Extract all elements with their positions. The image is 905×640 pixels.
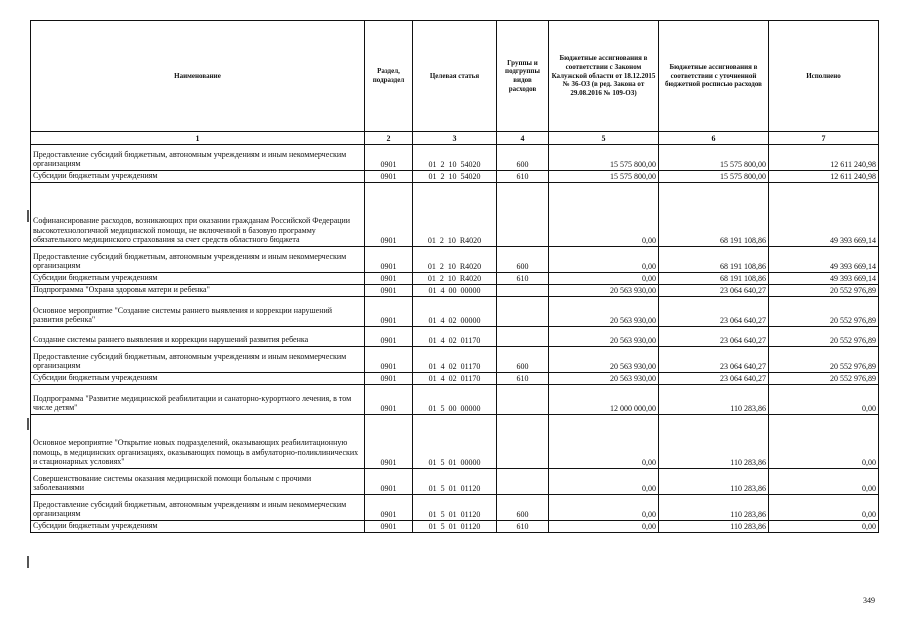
row-law-allocation: 0,00 bbox=[549, 521, 659, 533]
column-number: 6 bbox=[659, 132, 769, 145]
header-roster-allocations: Бюджетные ассигнования в соответствии с уточненной бюджетной росписью расходов bbox=[659, 21, 769, 132]
row-law-allocation: 0,00 bbox=[549, 495, 659, 521]
row-target-article: 01 4 02 01170 bbox=[413, 327, 497, 347]
row-name: Основное мероприятие "Создание системы раннего выявления и коррекции нарушений развития ребенка" bbox=[31, 297, 365, 327]
row-law-allocation: 0,00 bbox=[549, 415, 659, 469]
row-target-article: 01 2 10 R4020 bbox=[413, 247, 497, 273]
row-law-allocation: 20 563 930,00 bbox=[549, 297, 659, 327]
row-expense-group bbox=[497, 183, 549, 247]
page-number: 349 bbox=[863, 596, 875, 605]
row-expense-group: 600 bbox=[497, 247, 549, 273]
column-number: 4 bbox=[497, 132, 549, 145]
table-row bbox=[31, 385, 879, 415]
row-name: Подпрограмма "Охрана здоровья матери и ребенка" bbox=[31, 285, 365, 297]
row-target-article: 01 5 00 00000 bbox=[413, 385, 497, 415]
header-row bbox=[31, 21, 879, 132]
row-roster-allocation: 68 191 108,86 bbox=[659, 247, 769, 273]
row-section: 0901 bbox=[365, 285, 413, 297]
row-name: Субсидии бюджетным учреждениям bbox=[31, 521, 365, 533]
row-law-allocation: 20 563 930,00 bbox=[549, 285, 659, 297]
row-law-allocation: 20 563 930,00 bbox=[549, 373, 659, 385]
row-roster-allocation: 15 575 800,00 bbox=[659, 145, 769, 171]
row-section: 0901 bbox=[365, 297, 413, 327]
row-expense-group bbox=[497, 297, 549, 327]
row-executed: 12 611 240,98 bbox=[769, 145, 879, 171]
header-expense-group: Группы и подгруппы видов расходов bbox=[497, 21, 549, 132]
row-expense-group bbox=[497, 415, 549, 469]
row-section: 0901 bbox=[365, 247, 413, 273]
row-target-article: 01 2 10 R4020 bbox=[413, 273, 497, 285]
header-section: Раздел, подраздел bbox=[365, 21, 413, 132]
row-target-article: 01 4 02 00000 bbox=[413, 297, 497, 327]
row-executed: 0,00 bbox=[769, 469, 879, 495]
row-roster-allocation: 23 064 640,27 bbox=[659, 285, 769, 297]
row-section: 0901 bbox=[365, 385, 413, 415]
row-expense-group: 600 bbox=[497, 145, 549, 171]
row-executed: 49 393 669,14 bbox=[769, 183, 879, 247]
row-expense-group: 610 bbox=[497, 273, 549, 285]
header-law-allocations: Бюджетные ассигнования в соответствии с Законом Калужской области от 18.12.2015 № 36-ОЗ (в ред. Закона от 29.08.2016 № 109-ОЗ) bbox=[549, 21, 659, 132]
table-row bbox=[31, 171, 879, 183]
row-roster-allocation: 23 064 640,27 bbox=[659, 297, 769, 327]
row-target-article: 01 4 02 01170 bbox=[413, 373, 497, 385]
row-name: Предоставление субсидий бюджетным, автономным учреждениям и иным некоммерческим организациям bbox=[31, 347, 365, 373]
row-law-allocation: 20 563 930,00 bbox=[549, 327, 659, 347]
row-executed: 49 393 669,14 bbox=[769, 273, 879, 285]
row-name: Субсидии бюджетным учреждениям bbox=[31, 171, 365, 183]
row-name: Совершенствование системы оказания медицинской помощи больным с прочими заболеваниями bbox=[31, 469, 365, 495]
column-number: 3 bbox=[413, 132, 497, 145]
row-expense-group: 610 bbox=[497, 171, 549, 183]
column-number: 5 bbox=[549, 132, 659, 145]
row-executed: 12 611 240,98 bbox=[769, 171, 879, 183]
table-row bbox=[31, 285, 879, 297]
row-target-article: 01 2 10 54020 bbox=[413, 145, 497, 171]
table-row bbox=[31, 273, 879, 285]
row-roster-allocation: 110 283,86 bbox=[659, 415, 769, 469]
row-section: 0901 bbox=[365, 347, 413, 373]
row-executed: 20 552 976,89 bbox=[769, 285, 879, 297]
row-expense-group: 600 bbox=[497, 347, 549, 373]
row-executed: 0,00 bbox=[769, 521, 879, 533]
row-law-allocation: 20 563 930,00 bbox=[549, 347, 659, 373]
row-expense-group: 610 bbox=[497, 373, 549, 385]
row-roster-allocation: 110 283,86 bbox=[659, 469, 769, 495]
row-name: Софинансирование расходов, возникающих при оказании гражданам Российской Федерации высокотехнологичной медицинской помощи, не включенной в базовую программу обязательного медицинского страхования за счет средств областного бюджета bbox=[31, 183, 365, 247]
row-section: 0901 bbox=[365, 373, 413, 385]
budget-table bbox=[30, 20, 879, 533]
table-row bbox=[31, 347, 879, 373]
table-row bbox=[31, 145, 879, 171]
scan-edge-mark bbox=[27, 210, 29, 222]
table-row bbox=[31, 297, 879, 327]
row-section: 0901 bbox=[365, 183, 413, 247]
row-executed: 0,00 bbox=[769, 385, 879, 415]
row-executed: 0,00 bbox=[769, 495, 879, 521]
row-roster-allocation: 23 064 640,27 bbox=[659, 347, 769, 373]
row-target-article: 01 5 01 01120 bbox=[413, 495, 497, 521]
row-executed: 20 552 976,89 bbox=[769, 347, 879, 373]
row-expense-group bbox=[497, 469, 549, 495]
row-law-allocation: 15 575 800,00 bbox=[549, 145, 659, 171]
header-executed: Исполнено bbox=[769, 21, 879, 132]
row-expense-group bbox=[497, 327, 549, 347]
row-name: Предоставление субсидий бюджетным, автономным учреждениям и иным некоммерческим организациям bbox=[31, 495, 365, 521]
row-name: Подпрограмма "Развитие медицинской реабилитации и санаторно-курортного лечения, в том числе детям" bbox=[31, 385, 365, 415]
column-numbers-row bbox=[31, 132, 879, 145]
table-row bbox=[31, 183, 879, 247]
row-name: Субсидии бюджетным учреждениям bbox=[31, 373, 365, 385]
header-target-article: Целевая статья bbox=[413, 21, 497, 132]
row-target-article: 01 5 01 01120 bbox=[413, 521, 497, 533]
table-row bbox=[31, 247, 879, 273]
row-executed: 20 552 976,89 bbox=[769, 373, 879, 385]
row-executed: 0,00 bbox=[769, 415, 879, 469]
row-name: Предоставление субсидий бюджетным, автономным учреждениям и иным некоммерческим организациям bbox=[31, 145, 365, 171]
scan-edge-mark bbox=[27, 418, 29, 430]
row-roster-allocation: 68 191 108,86 bbox=[659, 273, 769, 285]
row-law-allocation: 0,00 bbox=[549, 183, 659, 247]
row-executed: 49 393 669,14 bbox=[769, 247, 879, 273]
row-name: Предоставление субсидий бюджетным, автономным учреждениям и иным некоммерческим организациям bbox=[31, 247, 365, 273]
row-law-allocation: 0,00 bbox=[549, 247, 659, 273]
row-target-article: 01 2 10 R4020 bbox=[413, 183, 497, 247]
row-name: Субсидии бюджетным учреждениям bbox=[31, 273, 365, 285]
column-number: 2 bbox=[365, 132, 413, 145]
row-roster-allocation: 68 191 108,86 bbox=[659, 183, 769, 247]
row-target-article: 01 2 10 54020 bbox=[413, 171, 497, 183]
row-roster-allocation: 110 283,86 bbox=[659, 385, 769, 415]
row-law-allocation: 0,00 bbox=[549, 273, 659, 285]
scan-edge-mark bbox=[27, 556, 29, 568]
table-row bbox=[31, 495, 879, 521]
row-law-allocation: 0,00 bbox=[549, 469, 659, 495]
row-section: 0901 bbox=[365, 171, 413, 183]
row-name: Создание системы раннего выявления и коррекции нарушений развития ребенка bbox=[31, 327, 365, 347]
row-section: 0901 bbox=[365, 327, 413, 347]
table-row bbox=[31, 373, 879, 385]
table-row bbox=[31, 415, 879, 469]
header-name: Наименование bbox=[31, 21, 365, 132]
row-law-allocation: 12 000 000,00 bbox=[549, 385, 659, 415]
row-executed: 20 552 976,89 bbox=[769, 297, 879, 327]
row-section: 0901 bbox=[365, 469, 413, 495]
row-section: 0901 bbox=[365, 415, 413, 469]
column-number: 7 bbox=[769, 132, 879, 145]
row-target-article: 01 4 00 00000 bbox=[413, 285, 497, 297]
table-row bbox=[31, 327, 879, 347]
row-section: 0901 bbox=[365, 495, 413, 521]
column-number: 1 bbox=[31, 132, 365, 145]
table-body bbox=[31, 145, 879, 533]
row-section: 0901 bbox=[365, 145, 413, 171]
table-row bbox=[31, 521, 879, 533]
row-target-article: 01 4 02 01170 bbox=[413, 347, 497, 373]
row-law-allocation: 15 575 800,00 bbox=[549, 171, 659, 183]
table-row bbox=[31, 469, 879, 495]
row-executed: 20 552 976,89 bbox=[769, 327, 879, 347]
row-roster-allocation: 23 064 640,27 bbox=[659, 373, 769, 385]
row-expense-group: 610 bbox=[497, 521, 549, 533]
row-name: Основное мероприятие "Открытие новых подразделений, оказывающих реабилитационную помощь, в медицинских организациях, оказывающих помощь в амбулаторно-поликлинических и стационарных условиях" bbox=[31, 415, 365, 469]
row-section: 0901 bbox=[365, 521, 413, 533]
row-roster-allocation: 110 283,86 bbox=[659, 521, 769, 533]
row-target-article: 01 5 01 01120 bbox=[413, 469, 497, 495]
row-expense-group bbox=[497, 385, 549, 415]
row-target-article: 01 5 01 00000 bbox=[413, 415, 497, 469]
row-roster-allocation: 110 283,86 bbox=[659, 495, 769, 521]
row-section: 0901 bbox=[365, 273, 413, 285]
row-roster-allocation: 15 575 800,00 bbox=[659, 171, 769, 183]
row-expense-group bbox=[497, 285, 549, 297]
row-expense-group: 600 bbox=[497, 495, 549, 521]
row-roster-allocation: 23 064 640,27 bbox=[659, 327, 769, 347]
